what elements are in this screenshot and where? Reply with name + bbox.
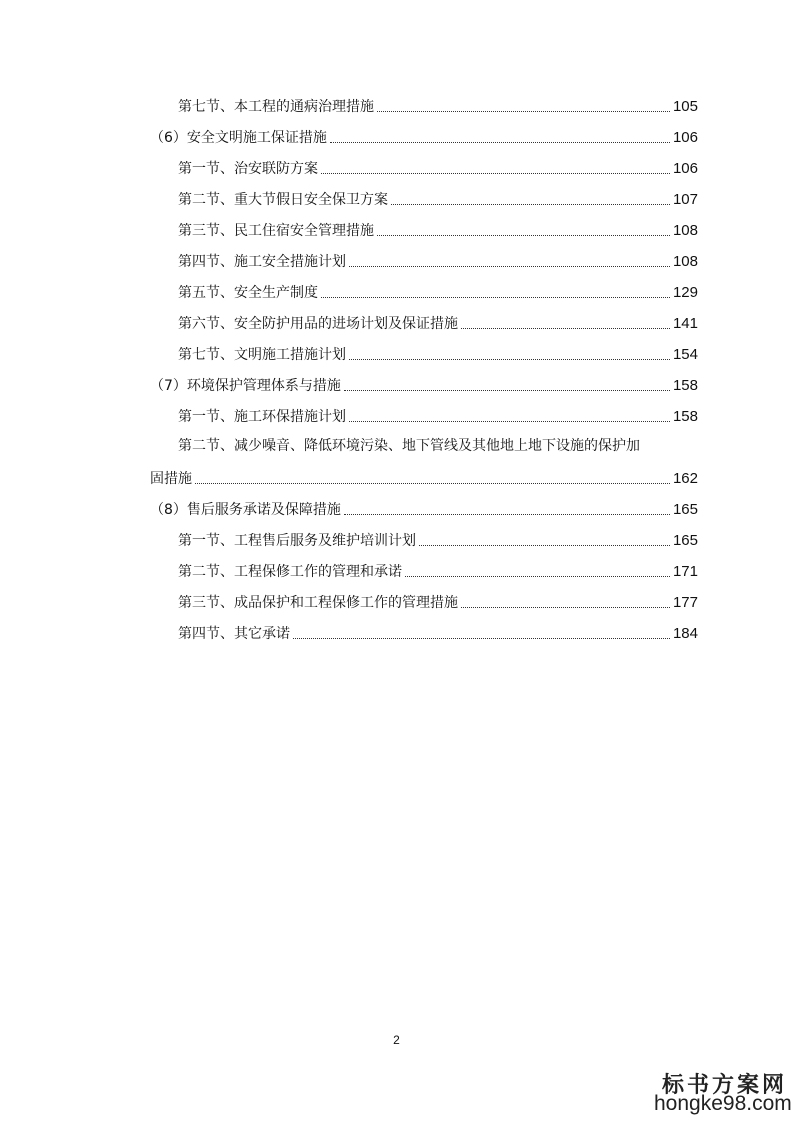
toc-entry-page: 165: [672, 532, 698, 549]
toc-entry[interactable]: [0, 528, 793, 550]
toc-entry-page: 158: [672, 408, 698, 425]
toc-entry-page: 108: [672, 222, 698, 239]
dot-leader: [344, 513, 670, 515]
toc-entry-page: 141: [672, 315, 698, 332]
toc-entry-page: 107: [672, 191, 698, 208]
toc-entry-title: 第三节、民工住宿安全管理措施: [178, 223, 374, 239]
toc-entry[interactable]: [0, 621, 793, 643]
toc-entry-title: 第四节、其它承诺: [178, 626, 290, 642]
toc-entry[interactable]: [0, 280, 793, 302]
toc-entry[interactable]: [0, 373, 793, 395]
toc-entry-title: 第四节、施工安全措施计划: [178, 254, 346, 270]
toc-entry[interactable]: [0, 466, 793, 488]
dot-leader: [349, 420, 670, 422]
toc-entry-title: 第七节、本工程的通病治理措施: [178, 99, 374, 115]
toc-entry[interactable]: [0, 497, 793, 519]
page-number: 2: [393, 1033, 400, 1047]
dot-leader: [195, 482, 670, 484]
dot-leader: [419, 544, 670, 546]
toc-entry[interactable]: [0, 156, 793, 178]
toc-entry-title: 第六节、安全防护用品的进场计划及保证措施: [178, 316, 458, 332]
toc-entry[interactable]: [0, 590, 793, 612]
toc-entry-title: 第二节、工程保修工作的管理和承诺: [178, 564, 402, 580]
toc-entry[interactable]: [0, 187, 793, 209]
toc-entry-page: 171: [672, 563, 698, 580]
toc-entry-title: 第三节、成品保护和工程保修工作的管理措施: [178, 595, 458, 611]
toc-entry-title: 第一节、工程售后服务及维护培训计划: [178, 533, 416, 549]
dot-leader: [461, 606, 670, 608]
toc-entry-title-cont: 固措施: [150, 471, 192, 487]
toc-entry-page: 184: [672, 625, 698, 642]
toc-entry-title: 第七节、文明施工措施计划: [178, 347, 346, 363]
dot-leader: [321, 172, 670, 174]
dot-leader: [349, 265, 670, 267]
toc-entry[interactable]: [0, 218, 793, 240]
toc-entry[interactable]: [0, 94, 793, 116]
toc-entry-page: 158: [672, 377, 698, 394]
toc-entry-page: 165: [672, 501, 698, 518]
toc-entry-page: 108: [672, 253, 698, 270]
toc-entry-page: 105: [672, 98, 698, 115]
watermark-url: hongke98.com: [654, 1092, 792, 1115]
toc-entry-page: 162: [672, 470, 698, 487]
toc-entry-title: 第五节、安全生产制度: [178, 285, 318, 301]
toc-entry-title: 第一节、施工环保措施计划: [178, 409, 346, 425]
toc-entry-title-line1[interactable]: 第二节、减少噪音、降低环境污染、地下管线及其他地上地下设施的保护加: [178, 438, 640, 454]
toc-entry-title: 第一节、治安联防方案: [178, 161, 318, 177]
dot-leader: [330, 141, 670, 143]
toc-entry[interactable]: [0, 559, 793, 581]
toc-entry-page: 177: [672, 594, 698, 611]
dot-leader: [377, 110, 670, 112]
toc-entry-title: （6）安全文明施工保证措施: [150, 130, 327, 146]
dot-leader: [377, 234, 670, 236]
toc-entry-title: （7）环境保护管理体系与措施: [150, 378, 341, 394]
toc-entry-page: 154: [672, 346, 698, 363]
dot-leader: [405, 575, 670, 577]
toc-entry[interactable]: [0, 311, 793, 333]
toc-entry[interactable]: [0, 404, 793, 426]
toc-entry[interactable]: [0, 249, 793, 271]
dot-leader: [349, 358, 670, 360]
dot-leader: [461, 327, 670, 329]
toc-entry-title: 第二节、重大节假日安全保卫方案: [178, 192, 388, 208]
toc-entry-page: 106: [672, 160, 698, 177]
watermark-logo-text: 标书方案网: [662, 1072, 788, 1098]
dot-leader: [321, 296, 670, 298]
toc-entry-page: 129: [672, 284, 698, 301]
toc-entry-page: 106: [672, 129, 698, 146]
toc-entry[interactable]: [0, 342, 793, 364]
dot-leader: [391, 203, 670, 205]
toc-entry[interactable]: [0, 125, 793, 147]
toc-entry-title: （8）售后服务承诺及保障措施: [150, 502, 341, 518]
dot-leader: [344, 389, 670, 391]
dot-leader: [293, 637, 670, 639]
